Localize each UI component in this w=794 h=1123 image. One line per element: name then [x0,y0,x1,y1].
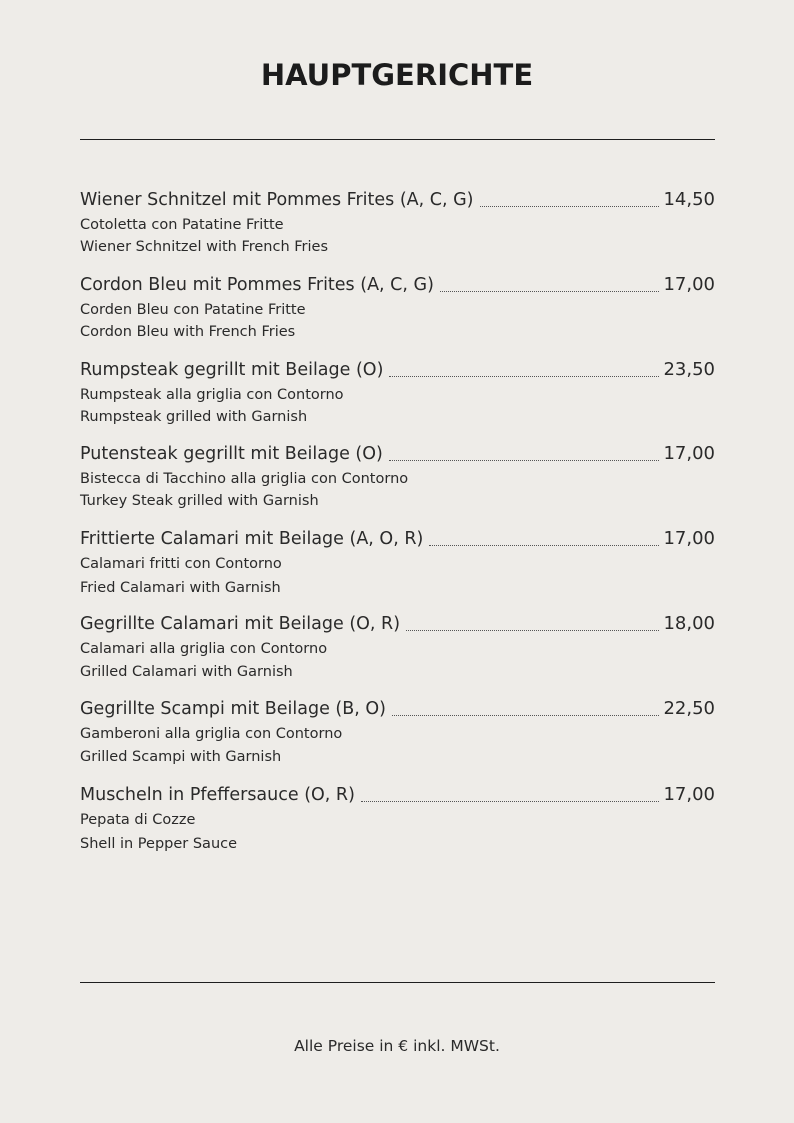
dot-leader [440,291,660,292]
dish-price: 22,50 [663,698,715,719]
dot-leader [389,460,660,461]
dish-name: Gegrillte Calamari mit Beilage (O, R) [80,614,401,634]
menu-item [80,528,715,597]
dot-leader [392,715,659,716]
page-title: HAUPTGERICHTE [260,58,534,92]
dish-english: Wiener Schnitzel with French Fries [80,239,329,255]
menu-item [80,698,715,766]
dish-italian: Rumpsteak alla griglia con Contorno [80,387,344,403]
top-divider [80,139,715,140]
dot-leader [389,376,659,377]
dot-leader [406,630,659,631]
dot-leader [429,545,659,546]
dish-name: Muscheln in Pfeffersauce (O, R) [80,785,355,805]
menu-item [80,274,715,341]
dish-price: 17,00 [663,443,715,464]
dish-price: 14,50 [663,189,715,210]
dish-italian: Cotoletta con Patatine Fritte [80,217,284,233]
dish-english: Fried Calamari with Garnish [80,580,281,596]
dish-english: Grilled Scampi with Garnish [80,749,282,765]
dish-price: 17,00 [663,274,715,295]
dish-english: Grilled Calamari with Garnish [80,664,293,680]
dish-english: Rumpsteak grilled with Garnish [80,409,308,425]
menu-item [80,443,715,510]
dish-italian: Bistecca di Tacchino alla griglia con Contorno [80,471,409,487]
dish-price: 17,00 [663,528,715,549]
dish-italian: Calamari alla griglia con Contorno [80,641,328,657]
menu-item [80,189,715,256]
dish-name: Cordon Bleu mit Pommes Frites (A, C, G) [80,275,434,295]
dish-price: 17,00 [663,784,715,805]
price-note: Alle Preise in € inkl. MWSt. [294,1037,500,1055]
dish-price: 23,50 [663,359,715,380]
dish-english: Cordon Bleu with French Fries [80,324,296,340]
dish-italian: Calamari fritti con Contorno [80,556,282,572]
dish-italian: Corden Bleu con Patatine Fritte [80,302,306,318]
bottom-divider [80,982,715,983]
menu-item [80,359,715,426]
dish-name: Putensteak gegrillt mit Beilage (O) [80,444,383,464]
dish-italian: Gamberoni alla griglia con Contorno [80,726,343,742]
dish-name: Gegrillte Scampi mit Beilage (B, O) [80,699,386,719]
menu-item [80,784,715,853]
dish-english: Shell in Pepper Sauce [80,836,238,852]
dish-name: Frittierte Calamari mit Beilage (A, O, R) [80,529,424,549]
dish-name: Wiener Schnitzel mit Pommes Frites (A, C, G) [80,190,474,210]
dish-price: 18,00 [663,613,715,634]
dish-italian: Pepata di Cozze [80,812,196,828]
dish-english: Turkey Steak grilled with Garnish [80,493,319,509]
dot-leader [480,206,660,207]
menu-item [80,613,715,681]
dot-leader [361,801,660,802]
dish-name: Rumpsteak gegrillt mit Beilage (O) [80,360,384,380]
